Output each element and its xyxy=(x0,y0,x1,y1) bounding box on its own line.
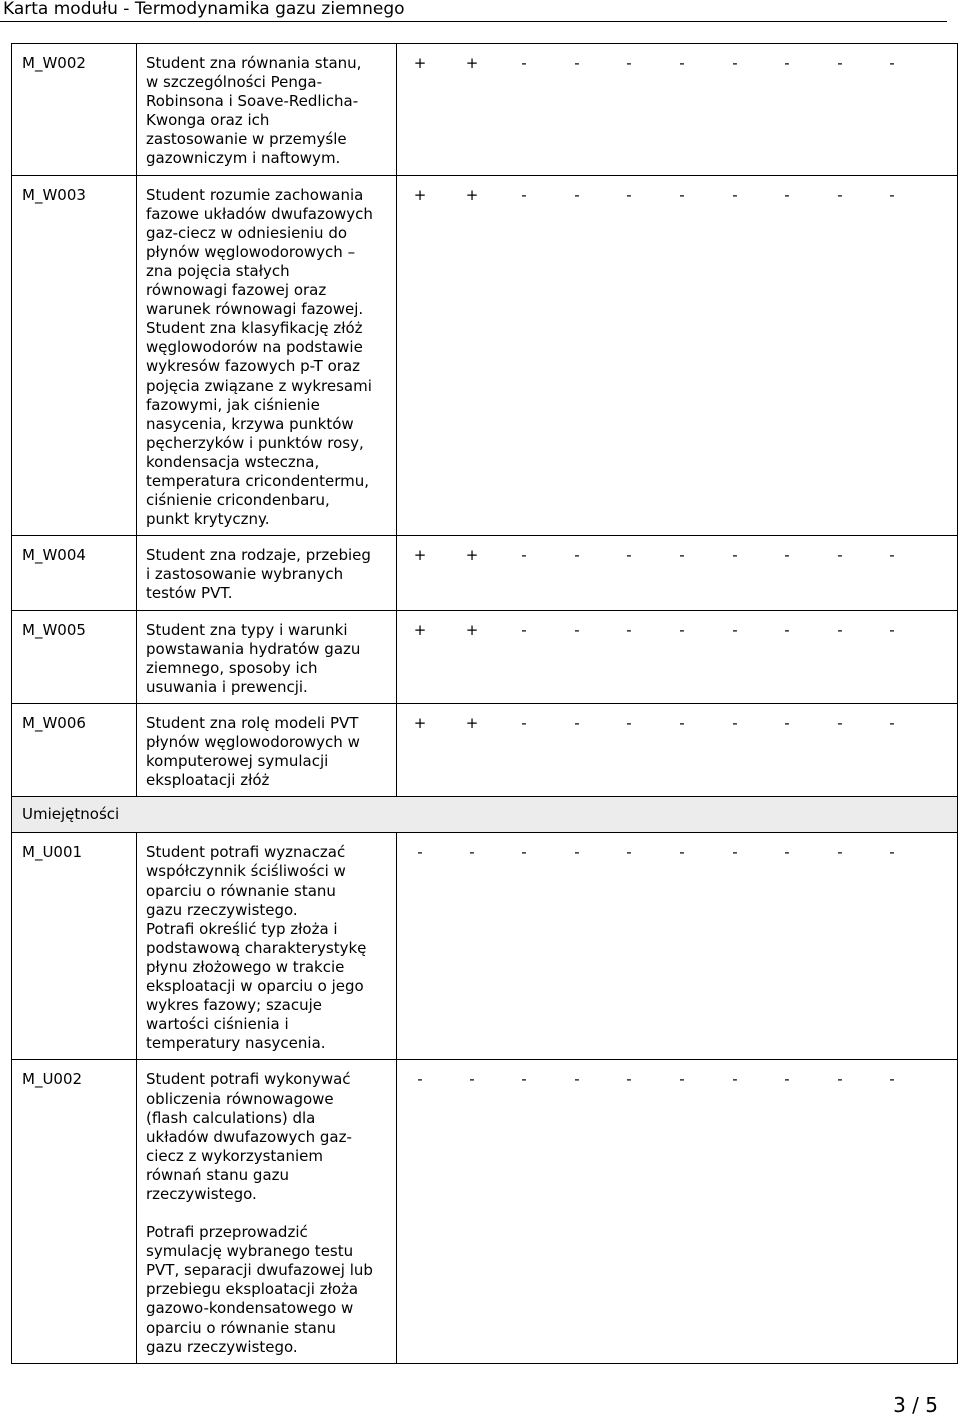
outcome-description-cell xyxy=(137,1060,397,1363)
outcome-code: M_U002 xyxy=(12,1060,137,1363)
outcome-marks-cell xyxy=(397,703,958,796)
outcome-mark: - xyxy=(837,1070,843,1089)
table-row xyxy=(12,833,958,1060)
outcome-mark: - xyxy=(679,713,685,732)
outcome-code: M_W005 xyxy=(12,610,137,703)
outcome-mark: - xyxy=(732,54,738,72)
outcome-mark: + xyxy=(413,185,427,204)
outcome-mark: - xyxy=(784,1070,790,1089)
marks-row xyxy=(397,54,957,74)
outcome-mark: - xyxy=(679,1070,685,1089)
table-row xyxy=(12,536,958,610)
outcome-marks-cell xyxy=(397,610,958,703)
outcome-mark: - xyxy=(732,185,738,204)
outcome-mark: - xyxy=(889,1070,895,1089)
outcome-description: Student rozumie zachowania fazowe układów dwufazowych gaz-ciecz w odniesieniu do płynów węglowodorowych – zna pojęcia stałych równowagi fazowej oraz warunek równowagi fazowej. Student zna klasyfikację złóż węglowodorów na podstawie wykresów fazowych p-T oraz pojęcia związane z wykresami fazowymi, jak ciśnienie nasycenia, krzywa punktów pęcherzyków i punktów rosy, kondensacja wsteczna, temperatura cricondentermu, ciśnienie cricondenbaru, punkt krytyczny. xyxy=(146,185,373,529)
table-row xyxy=(12,610,958,703)
outcome-mark: + xyxy=(465,620,479,639)
outcome-description: Student potrafi wykonywać obliczenia równowagowe (flash calculations) dla układów dwufazowych gaz- ciecz z wykorzystaniem równań stanu gazu rzeczywistego. xyxy=(146,1070,352,1203)
outcome-mark: - xyxy=(837,54,843,72)
marks-row xyxy=(397,186,957,206)
outcome-mark: + xyxy=(413,54,427,72)
page-number: 3 / 5 xyxy=(893,1393,938,1417)
outcome-mark: + xyxy=(413,620,427,639)
outcome-marks-cell xyxy=(397,536,958,610)
outcome-mark: - xyxy=(679,843,685,862)
outcome-mark: - xyxy=(626,1070,632,1089)
outcome-mark: - xyxy=(626,620,632,639)
outcome-mark: + xyxy=(465,713,479,732)
marks-row xyxy=(397,714,957,734)
outcome-mark: - xyxy=(626,843,632,862)
outcome-mark: - xyxy=(732,620,738,639)
outcome-description-cell xyxy=(137,610,397,703)
outcome-mark: - xyxy=(574,546,580,565)
outcome-mark: - xyxy=(889,713,895,732)
outcome-mark: + xyxy=(465,546,479,565)
outcome-marks-cell xyxy=(397,833,958,1060)
outcome-mark: - xyxy=(784,185,790,204)
outcome-mark: - xyxy=(521,546,527,565)
header-divider xyxy=(0,21,947,22)
outcome-mark: - xyxy=(574,843,580,862)
outcome-mark: - xyxy=(837,843,843,862)
outcome-mark: - xyxy=(574,54,580,72)
table-row xyxy=(12,44,958,176)
outcome-description: Potrafi przeprowadzić symulację wybranego testu PVT, separacji dwufazowej lub przebiegu eksploatacji złoża gazowo-kondensatowego w oparciu o równanie stanu gazu rzeczywistego. xyxy=(146,1223,373,1356)
outcome-mark: - xyxy=(837,713,843,732)
outcome-mark: - xyxy=(889,185,895,204)
outcome-description: Student zna równania stanu, w szczególności Penga- Robinsona i Soave-Redlicha- Kwonga oraz ich zastosowanie w przemyśle gazowniczym i naftowym. xyxy=(146,54,362,168)
outcome-mark: - xyxy=(732,546,738,565)
outcome-mark: - xyxy=(889,620,895,639)
outcome-mark: - xyxy=(521,185,527,204)
outcome-code: M_W002 xyxy=(12,44,137,176)
outcome-description-cell xyxy=(137,703,397,796)
outcome-mark: - xyxy=(521,54,527,72)
outcome-mark: - xyxy=(679,546,685,565)
outcome-code: M_U001 xyxy=(12,833,137,1060)
marks-row xyxy=(397,621,957,641)
outcome-mark: - xyxy=(626,713,632,732)
outcome-code: M_W006 xyxy=(12,703,137,796)
learning-outcomes-table xyxy=(11,43,958,1364)
outcome-description: Student zna rolę modeli PVT płynów węglowodorowych w komputerowej symulacji eksploatacji złóż xyxy=(146,713,360,790)
table-row xyxy=(12,175,958,536)
outcome-mark: - xyxy=(574,1070,580,1089)
outcome-mark: - xyxy=(626,185,632,204)
outcome-mark: - xyxy=(784,843,790,862)
marks-row xyxy=(397,1070,957,1090)
marks-row xyxy=(397,843,957,863)
outcome-mark: + xyxy=(413,713,427,732)
outcome-mark: - xyxy=(521,843,527,862)
outcome-mark: - xyxy=(417,1070,423,1089)
outcome-description-cell xyxy=(137,44,397,176)
outcome-mark: - xyxy=(889,843,895,862)
outcome-mark: - xyxy=(784,546,790,565)
outcome-description-cell xyxy=(137,536,397,610)
outcome-mark: - xyxy=(784,713,790,732)
outcome-mark: - xyxy=(837,620,843,639)
outcome-mark: - xyxy=(574,185,580,204)
outcome-code: M_W003 xyxy=(12,175,137,536)
section-row-skills xyxy=(12,797,958,833)
table-row xyxy=(12,1060,958,1363)
outcome-mark: + xyxy=(465,54,479,72)
marks-row xyxy=(397,546,957,566)
outcome-mark: - xyxy=(784,620,790,639)
outcome-mark: - xyxy=(521,1070,527,1089)
outcome-mark: - xyxy=(679,185,685,204)
table-row xyxy=(12,703,958,796)
outcome-description-cell xyxy=(137,175,397,536)
document-title: Karta modułu - Termodynamika gazu ziemnego xyxy=(3,0,405,19)
outcome-mark: - xyxy=(469,1070,475,1089)
outcome-mark: - xyxy=(626,546,632,565)
outcome-marks-cell xyxy=(397,175,958,536)
outcome-mark: + xyxy=(413,546,427,565)
outcome-description: Student potrafi wyznaczać współczynnik ściśliwości w oparciu o równanie stanu gazu rzeczywistego. Potrafi określić typ złoża i podstawową charakterystykę płynu złożowego w trakcie eksploatacji w oparciu o jego wykres fazowy; szacuje wartości ciśnienia i temperatury nasycenia. xyxy=(146,843,367,1053)
outcome-mark: - xyxy=(521,713,527,732)
outcome-mark: - xyxy=(784,54,790,72)
outcome-mark: - xyxy=(837,185,843,204)
outcome-mark: - xyxy=(837,546,843,565)
outcome-mark: - xyxy=(679,620,685,639)
outcome-mark: - xyxy=(574,713,580,732)
outcome-description-cell xyxy=(137,833,397,1060)
outcome-code: M_W004 xyxy=(12,536,137,610)
outcome-mark: - xyxy=(679,54,685,72)
outcome-mark: - xyxy=(732,1070,738,1089)
outcome-mark: - xyxy=(889,54,895,72)
outcome-marks-cell xyxy=(397,1060,958,1363)
outcome-marks-cell xyxy=(397,44,958,176)
outcome-mark: - xyxy=(732,713,738,732)
outcome-mark: - xyxy=(732,843,738,862)
outcome-description: Student zna typy i warunki powstawania hydratów gazu ziemnego, sposoby ich usuwania i prewencji. xyxy=(146,620,361,696)
outcome-description: Student zna rodzaje, przebieg i zastosowanie wybranych testów PVT. xyxy=(146,546,371,603)
outcome-mark: - xyxy=(521,620,527,639)
outcome-mark: + xyxy=(465,185,479,204)
outcome-mark: - xyxy=(626,54,632,72)
section-heading: Umiejętności xyxy=(12,797,958,833)
outcome-mark: - xyxy=(889,546,895,565)
outcome-mark: - xyxy=(574,620,580,639)
outcome-mark: - xyxy=(469,843,475,862)
outcome-mark: - xyxy=(417,843,423,862)
